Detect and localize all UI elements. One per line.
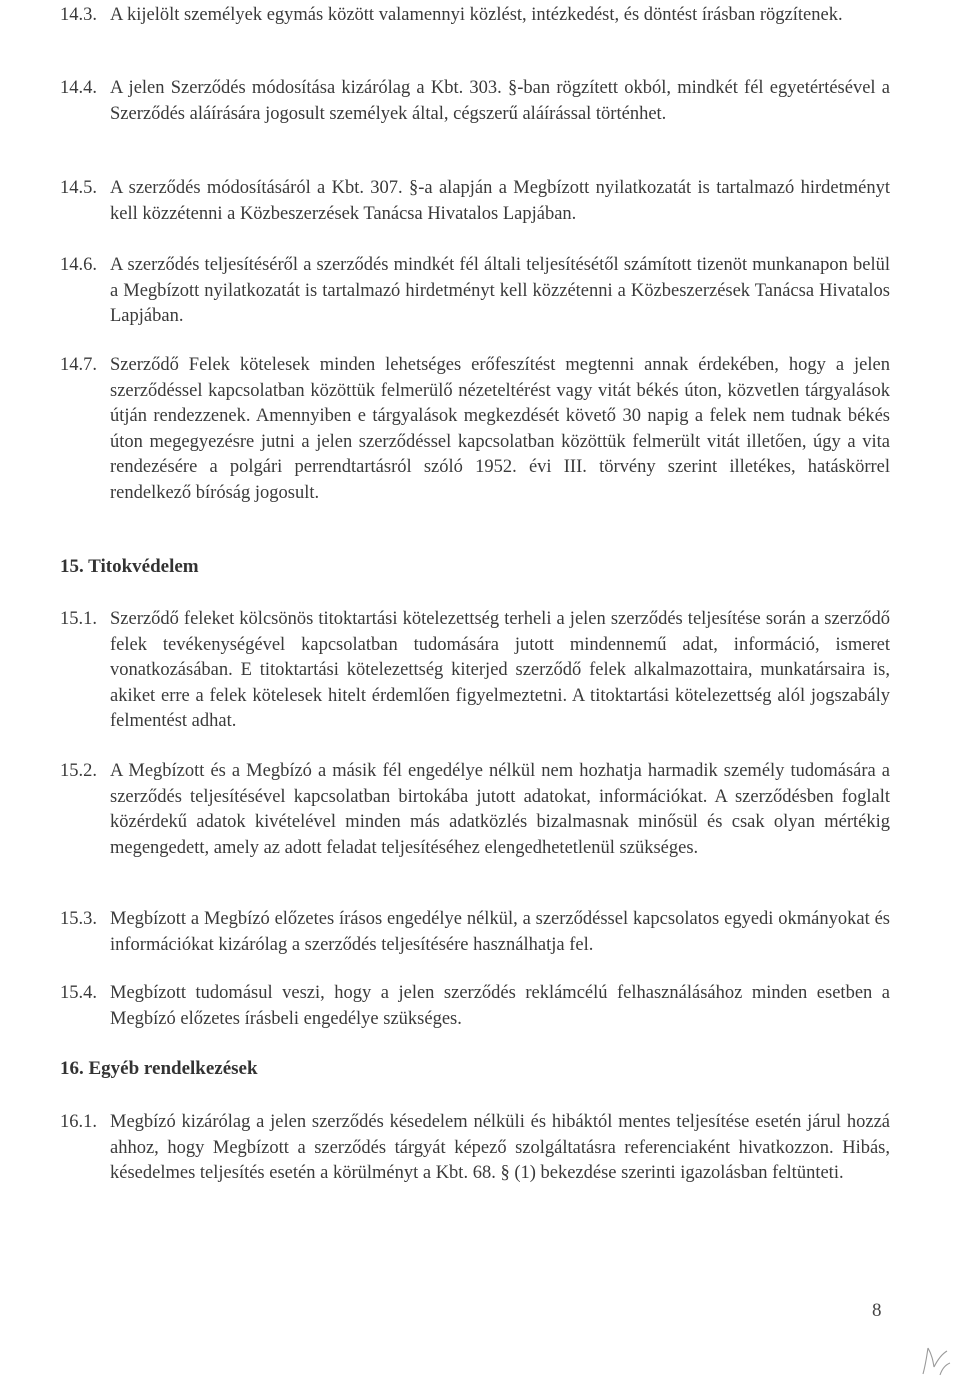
- clause-text: A szerződés módosításáról a Kbt. 307. §-a alapján a Megbízott nyilatkozatát is tartalmazó hirdetményt kell közzétenni a Közbeszerzések Tanácsa Hivatalos Lapjában.: [110, 178, 890, 224]
- clause-number: 14.4.: [60, 78, 97, 98]
- clause-15-2: [60, 759, 890, 861]
- clause-number: 14.7.: [60, 355, 97, 375]
- clause-15-3: [60, 907, 890, 958]
- clause-text: A kijelölt személyek egymás között valamennyi közlést, intézkedést, és döntést írásban rögzítenek.: [110, 5, 843, 25]
- clause-text: A jelen Szerződés módosítása kizárólag a Kbt. 303. §-ban rögzített okból, mindkét fél egyetértésével a Szerződés aláírására jogosult személyek által, cégszerű aláírással történhet.: [110, 78, 890, 124]
- clause-number: 15.3.: [60, 909, 97, 929]
- clause-14-7: [60, 353, 890, 506]
- page-number: 8: [872, 1300, 882, 1321]
- section-heading-16: 16. Egyéb rendelkezések: [60, 1058, 258, 1079]
- clause-14-4: [60, 76, 890, 127]
- clause-text: A Megbízott és a Megbízó a másik fél engedélye nélkül nem hozhatja harmadik személy tudomására a szerződés teljesítésével kapcsolatban birtokába jutott adatokat, információkat. A szerződésben foglalt közérdekű adatok kivételével minden más adatközlés bizalmasnak minősül és csak olyan mértékig megengedett, amely az adott feladat teljesítéséhez elengedhetetlenül szükséges.: [110, 761, 890, 858]
- clause-15-1: [60, 607, 890, 735]
- clause-text: Szerződő feleket kölcsönös titoktartási kötelezettség terheli a jelen szerződés teljesítése során a szerződő felek tevékenységével kapcsolatban tudomására jutott mindennemű adat, információ, ismeret vonatkozásában. E titoktartási kötelezettség kiterjed szerződő felek alkalmazottaira, munkatársaira is, akiket erre a felek kötelesek hitelt érdemlően figyelmeztetni. A titoktartási kötelezettség alól jogszabály felmentést adhat.: [110, 609, 890, 731]
- clause-text: Szerződő Felek kötelesek minden lehetséges erőfeszítést megtenni annak érdekében, hogy a jelen szerződéssel kapcsolatban közöttük felmerülő nézeteltérést vagy vitát békés úton, közvetlen tárgyalások útján rendezzenek. Amennyiben e tárgyalások megkezdését követő 30 napig a felek nem tudnak békés úton megegyezésre jutni a jelen szerződéssel kapcsolatban közöttük felmerült vitát illetően, úgy a vita rendezésére a polgári perrendtartásról szóló 1952. évi III. törvény szerint illetékes, hatáskörrel rendelkező bíróság jogosult.: [110, 355, 890, 503]
- clause-text: A szerződés teljesítéséről a szerződés mindkét fél általi teljesítésétől számított tizenöt munkanapon belül a Megbízott nyilatkozatát is tartalmazó hirdetményt kell közzétenni a Közbeszerzések Tanácsa Hivatalos Lapjában.: [110, 255, 890, 326]
- section-heading-15: 15. Titokvédelem: [60, 556, 199, 577]
- clause-text: Megbízott a Megbízó előzetes írásos engedélye nélkül, a szerződéssel kapcsolatos egyedi okmányokat és információkat kizárólag a szerződés teljesítésére használhatja fel.: [110, 909, 890, 955]
- clause-number: 15.2.: [60, 761, 97, 781]
- clause-number: 16.1.: [60, 1112, 97, 1132]
- clause-number: 15.1.: [60, 609, 97, 629]
- clause-14-3: [60, 3, 890, 29]
- clause-number: 14.5.: [60, 178, 97, 198]
- clause-number: 14.3.: [60, 5, 97, 25]
- clause-14-6: [60, 253, 890, 330]
- clause-number: 15.4.: [60, 983, 97, 1003]
- clause-text: Megbízó kizárólag a jelen szerződés késedelem nélküli és hibáktól mentes teljesítése esetén járul hozzá ahhoz, hogy Megbízott a szerződés tárgyát képező szolgáltatásra referenciaként hivatkozzon. Hibás, késedelmes teljesítés esetén a körülményt a Kbt. 68. § (1) bekezdése szerinti igazolásban feltünteti.: [110, 1112, 890, 1183]
- clause-14-5: [60, 176, 890, 227]
- clause-15-4: [60, 981, 890, 1032]
- clause-text: Megbízott tudomásul veszi, hogy a jelen szerződés reklámcélú felhasználásához minden esetben a Megbízó előzetes írásbeli engedélye szükséges.: [110, 983, 890, 1029]
- clause-number: 14.6.: [60, 255, 97, 275]
- clause-16-1: [60, 1110, 890, 1187]
- handwritten-initials: [920, 1345, 952, 1377]
